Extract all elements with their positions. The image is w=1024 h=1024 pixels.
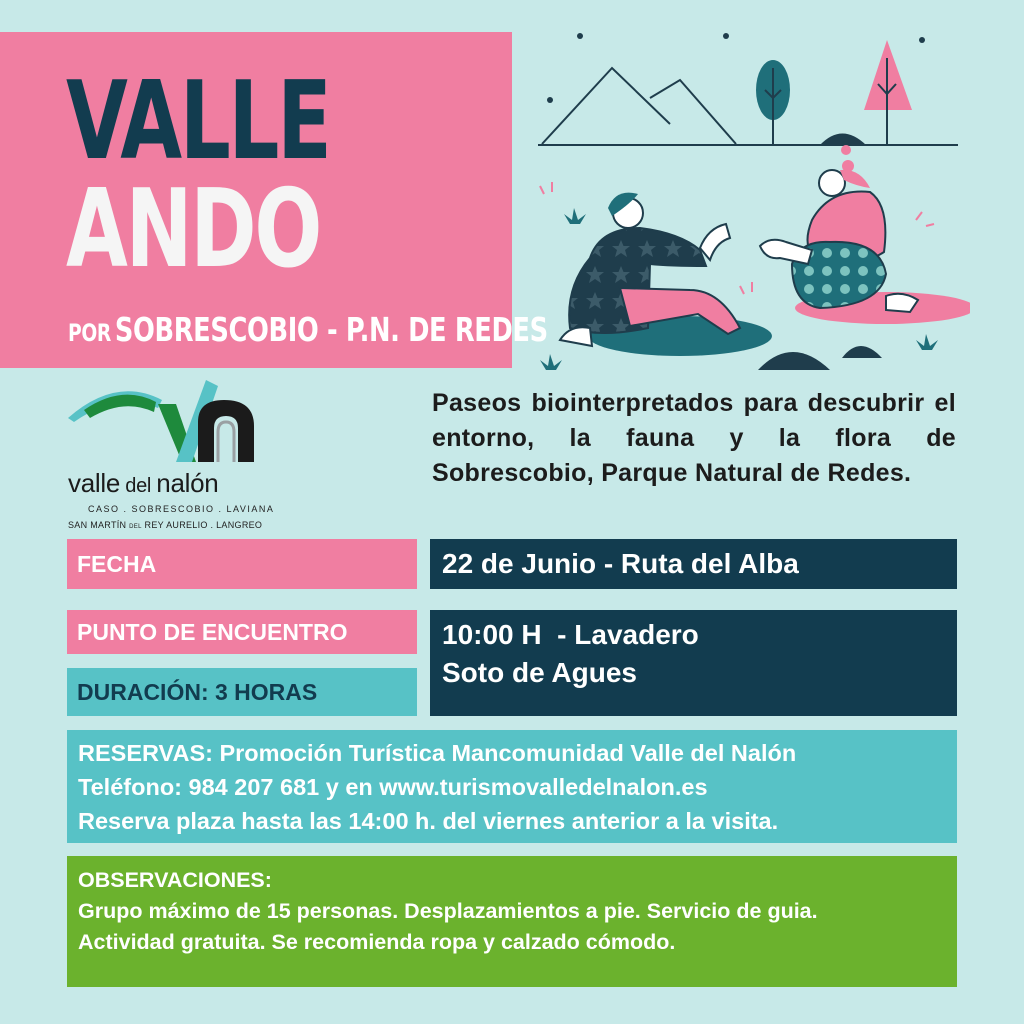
title-line-valle: VALLE — [66, 59, 330, 184]
rocks — [758, 346, 882, 370]
logo-town-san-martin: SAN MARTÍN — [68, 520, 127, 530]
observaciones-line-2: Actividad gratuita. Se recomienda ropa y calzado cómodo. — [78, 930, 676, 954]
logo-name — [68, 468, 218, 499]
encuentro-value — [430, 610, 957, 716]
hikers-illustration — [530, 28, 970, 378]
encuentro-time-place: 10:00 H - Lavadero — [442, 619, 699, 650]
logo-town-rey-aurelio: REY AURELIO . LANGREO — [144, 520, 263, 530]
logo-name-valle: valle — [68, 468, 120, 498]
subtitle-prefix: POR — [68, 319, 111, 347]
encuentro-label: PUNTO DE ENCUENTRO — [67, 610, 417, 654]
triangle-tree-icon — [864, 40, 912, 145]
sky-dots — [547, 33, 925, 103]
reservas-line-1: RESERVAS: Promoción Turística Mancomunidad Valle del Nalón — [78, 740, 797, 766]
fecha-label: FECHA — [67, 539, 417, 589]
title-block — [0, 32, 548, 368]
reservas-line-3: Reserva plaza hasta las 14:00 h. del viernes anterior a la visita. — [78, 808, 779, 834]
valle-del-nalon-logo — [66, 378, 281, 534]
observaciones-box — [67, 856, 957, 987]
reservas-line-2: Teléfono: 984 207 681 y en www.turismovalledelnalon.es — [78, 774, 708, 800]
subtitle-main: SOBRESCOBIO - P.N. DE REDES — [114, 310, 548, 349]
duracion-label: DURACIÓN: 3 HORAS — [67, 668, 417, 716]
title-line-ando: ANDO — [66, 167, 321, 292]
description: Paseos biointerpretados para descubrir el entorno, la fauna y la flora de Sobrescobio, Parque Natural de Redes. — [432, 389, 956, 487]
observaciones-line-1: Grupo máximo de 15 personas. Desplazamientos a pie. Servicio de guia. — [78, 899, 818, 923]
right-hiker-figure — [760, 170, 918, 312]
logo-town-del: DEL — [129, 524, 142, 530]
subtitle — [68, 310, 548, 349]
logo-towns-line2 — [68, 520, 262, 530]
encuentro-location: Soto de Agues — [442, 657, 637, 688]
logo-towns-line1: CASO . SOBRESCOBIO . LAVIANA — [88, 504, 275, 514]
logo-name-nalon: nalón — [156, 468, 219, 498]
left-hiker-figure — [560, 193, 740, 346]
reservas-box — [67, 730, 957, 843]
observaciones-heading: OBSERVACIONES: — [78, 868, 272, 892]
fecha-value: 22 de Junio - Ruta del Alba — [430, 539, 957, 589]
nalon-logo-icon — [66, 378, 266, 468]
logo-name-del: del — [119, 475, 157, 497]
round-tree-icon — [756, 60, 790, 145]
